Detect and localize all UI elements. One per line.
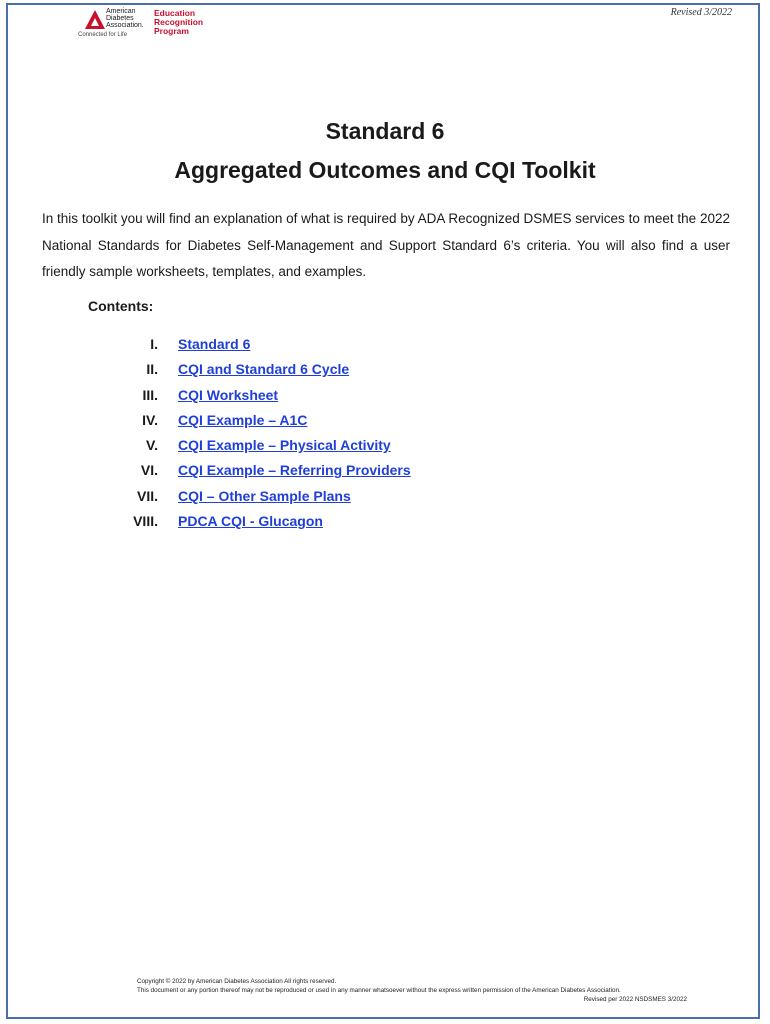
toc-link-cqi-other-plans[interactable]: CQI – Other Sample Plans: [178, 487, 351, 504]
toc-item: [100, 412, 600, 437]
toc-item: [100, 437, 600, 462]
toc-link-cqi-a1c[interactable]: CQI Example – A1C: [178, 411, 308, 428]
ada-logo-line: Association.: [106, 22, 144, 29]
toc-item: [100, 488, 600, 513]
contents-heading: Contents:: [88, 298, 154, 314]
ada-logo-line: Diabetes: [106, 15, 134, 22]
toc-item: [100, 336, 600, 361]
toc-link-cqi-referring-providers[interactable]: CQI Example – Referring Providers: [178, 462, 411, 479]
logo-tagline: Connected for Life: [78, 32, 128, 38]
footer-notice: This document or any portion thereof may not be reproduced or used in any manner whatsoever without the express written permission of the American Diabetes Association.: [137, 987, 621, 994]
toc-item-number: VII.: [136, 487, 158, 504]
toc-link-cqi-worksheet[interactable]: CQI Worksheet: [178, 386, 279, 403]
program-logo-line: Program: [154, 26, 189, 36]
footer-copyright: Copyright © 2022 by American Diabetes Association All rights reserved.: [137, 978, 337, 985]
toc-item-number: I.: [150, 336, 158, 352]
toc-item-number: IV.: [142, 411, 158, 428]
toc-link-pdca-glucagon[interactable]: PDCA CQI - Glucagon: [178, 513, 323, 530]
toc-item: [100, 462, 600, 487]
toc-link-standard-6[interactable]: Standard 6: [178, 336, 251, 352]
document-subtitle: Aggregated Outcomes and CQI Toolkit: [174, 157, 596, 183]
toc-item-number: III.: [142, 386, 158, 403]
toc-item-number: V.: [146, 437, 158, 454]
toc-link-cqi-physical-activity[interactable]: CQI Example – Physical Activity: [178, 437, 391, 454]
ada-logo-line: American: [106, 8, 136, 15]
program-logo-text: [154, 9, 203, 36]
toc-item: [100, 513, 600, 538]
ada-triangle-logo-icon: [84, 9, 106, 31]
toc-item-number: VI.: [140, 462, 158, 479]
page-footer: [137, 977, 727, 1004]
table-of-contents: [100, 336, 600, 538]
toc-item: [100, 387, 600, 412]
toc-link-cqi-cycle[interactable]: CQI and Standard 6 Cycle: [178, 361, 350, 378]
revised-date: Revised 3/2022: [670, 7, 732, 18]
toc-item: [100, 361, 600, 386]
program-logo-line: Education: [154, 8, 196, 18]
intro-paragraph: In this toolkit you will find an explanation of what is required by ADA Recognized DSMES services to meet the 2022 National Standards for Diabetes Self-Management and Support Standard 6’s criteria. You will also find a user friendly sample worksheets, templates, and examples.: [42, 211, 730, 279]
toc-item-number: II.: [146, 361, 158, 378]
ada-erp-logo: [78, 7, 214, 41]
ada-logo-text: [106, 8, 144, 29]
footer-revision: Revised per 2022 NSDSMES 3/2022: [583, 996, 687, 1003]
document-title: Standard 6: [325, 118, 445, 144]
program-logo-line: Recognition: [154, 17, 204, 27]
toc-item-number: VIII.: [133, 513, 158, 530]
